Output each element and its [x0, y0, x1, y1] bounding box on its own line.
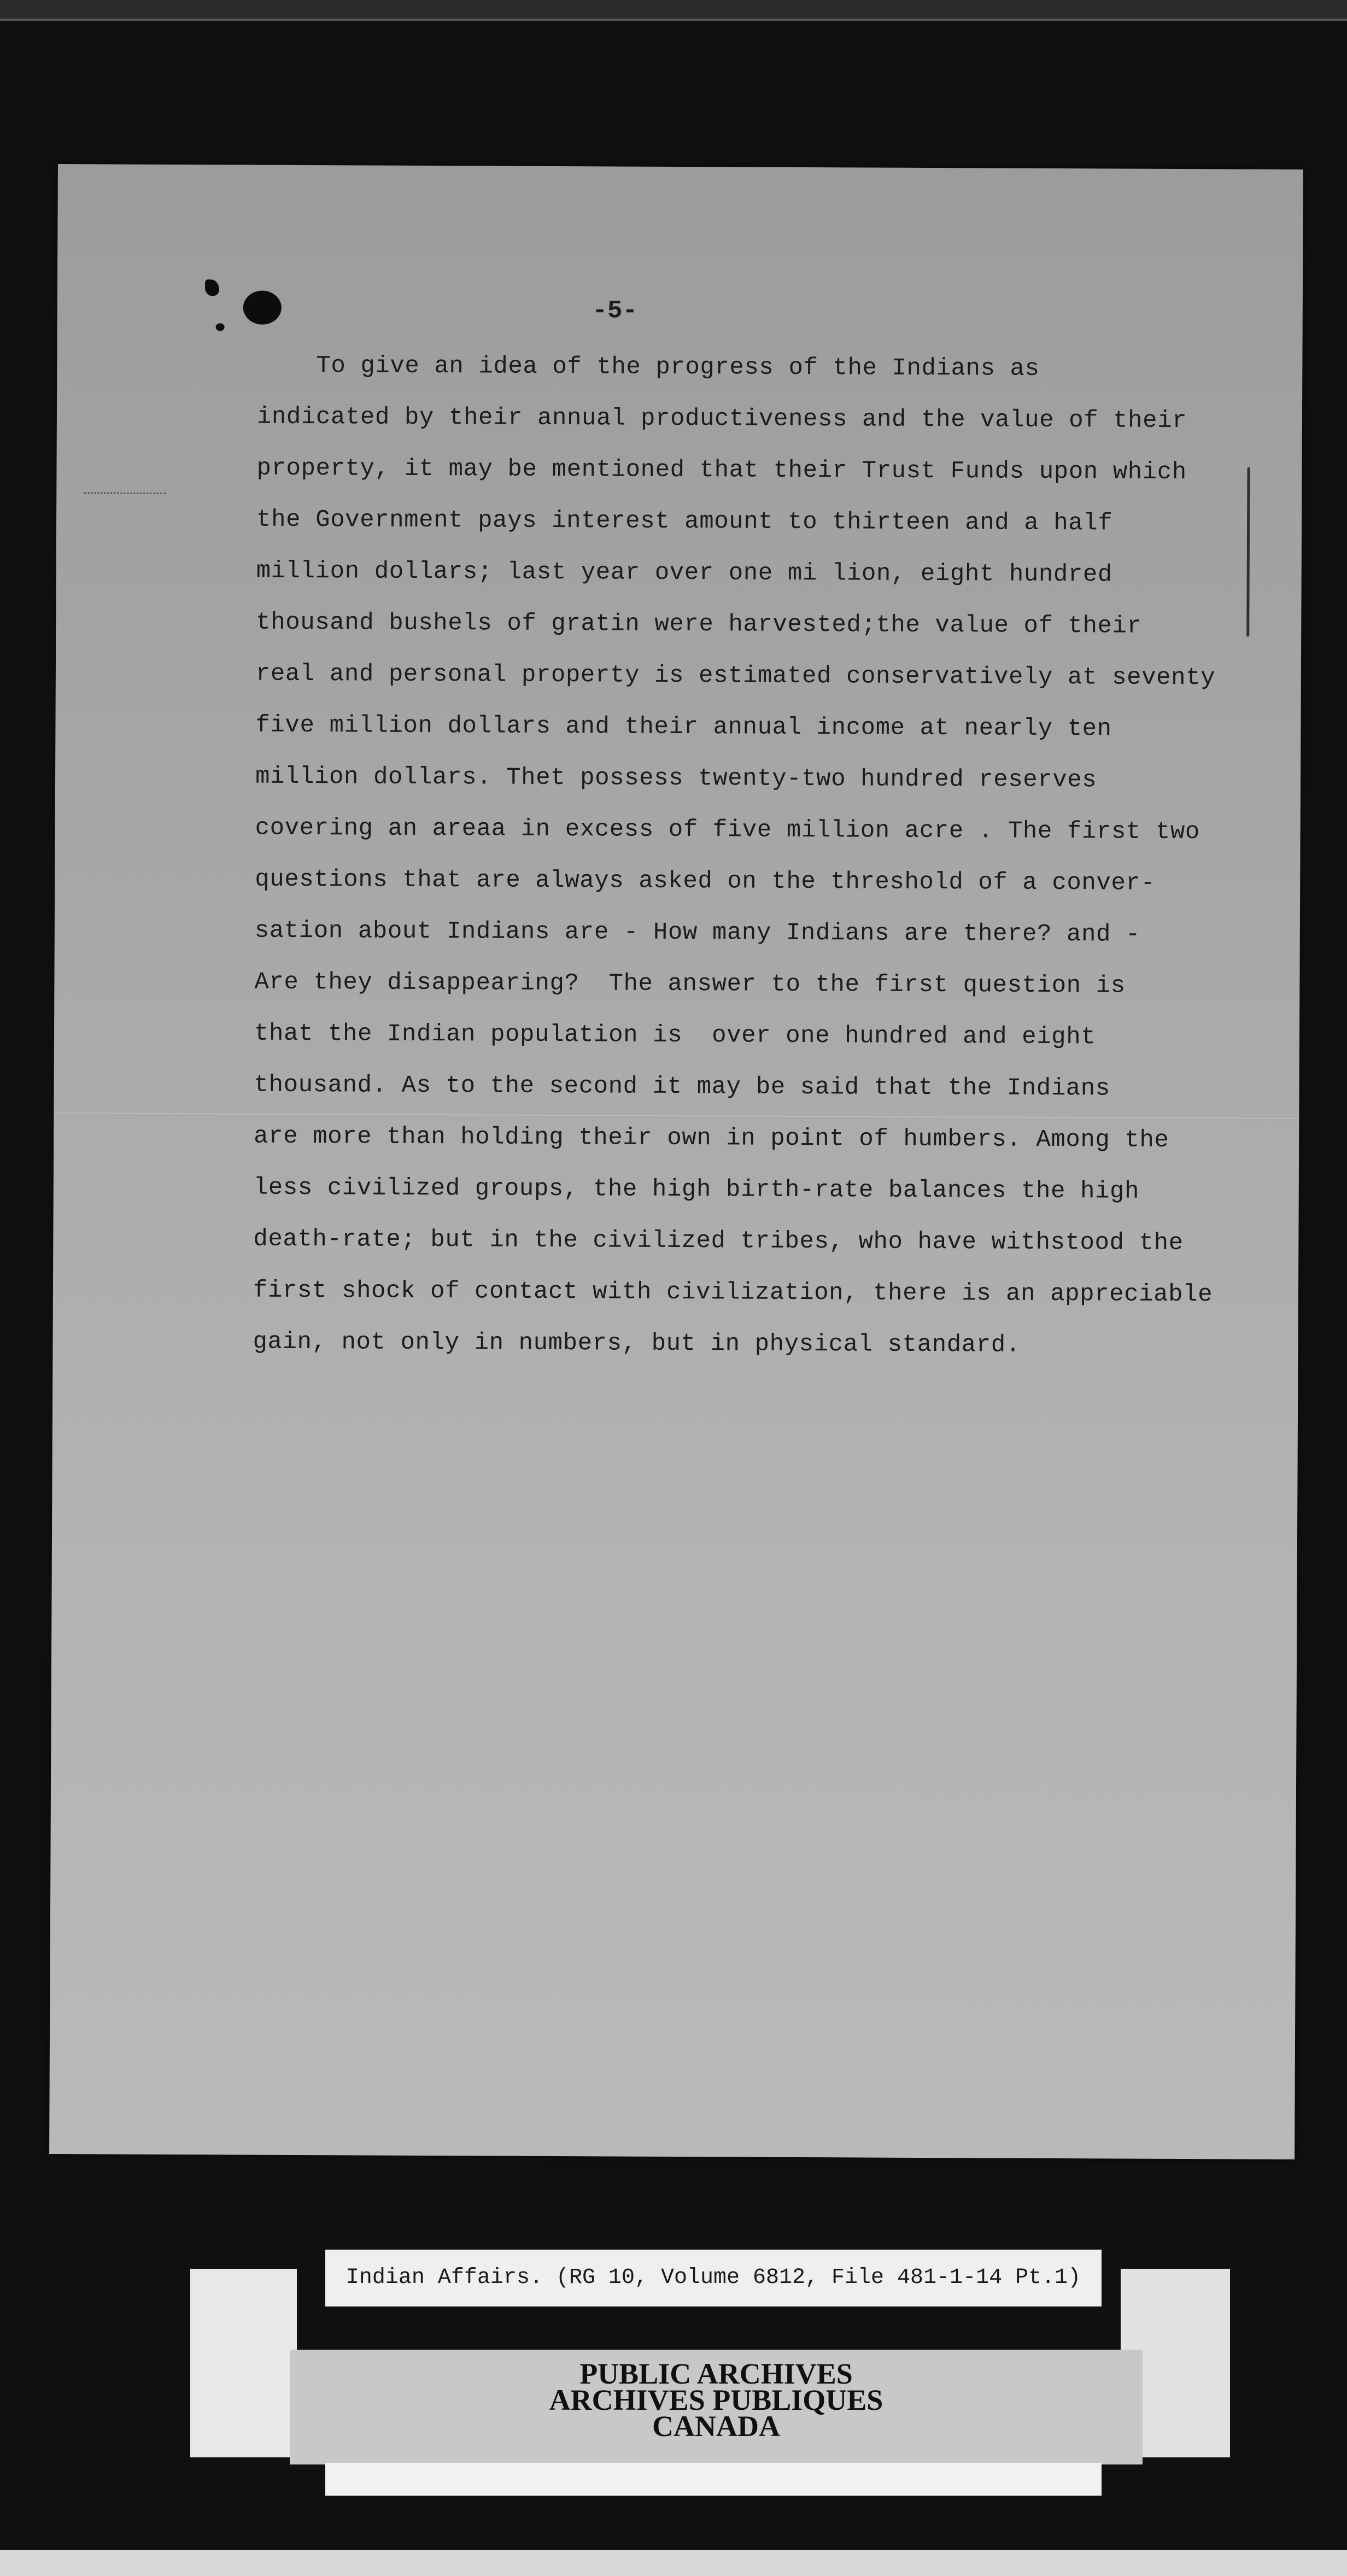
text-line: the Government pays interest amount to thirteen and a half — [256, 506, 1113, 537]
text-line: thousand. As to the second it may be said that the Indians — [254, 1071, 1110, 1103]
document-body — [253, 340, 1307, 1372]
scan-top-edge — [0, 0, 1347, 21]
stamp-line: CANADA — [652, 2410, 780, 2443]
text-line: sation about Indians are - How many Indians are there? and - — [254, 917, 1141, 949]
text-line: covering an areaa in excess of five million acre . The first two — [255, 814, 1200, 846]
text-line: To give an idea of the progress of the Indians as — [257, 352, 1040, 383]
text-line: real and personal property is estimated conservatively at seventy — [255, 660, 1216, 692]
text-line: questions that are always asked on the threshold of a conver- — [255, 865, 1156, 897]
text-line: less civilized groups, the high birth-rate balances the high — [253, 1174, 1140, 1205]
text-line: that the Indian population is over one hundred and eight — [254, 1020, 1096, 1051]
archive-tab-left — [190, 2269, 297, 2457]
text-line: gain, not only in numbers, but in physical standard. — [253, 1328, 1021, 1359]
stamp-line: ARCHIVES PUBLIQUES — [549, 2384, 883, 2416]
text-line: are more than holding their own in point of humbers. Among the — [254, 1122, 1169, 1154]
text-line: five million dollars and their annual income at nearly ten — [255, 711, 1112, 743]
text-line: death-rate; but in the civilized tribes, who have withstood the — [253, 1225, 1184, 1257]
archive-reference-label: Indian Affairs. (RG 10, Volume 6812, File 481-1-14 Pt.1) — [325, 2250, 1102, 2306]
archive-stamp — [470, 2357, 962, 2443]
document-page — [49, 164, 1303, 2159]
scan-bottom-edge — [0, 2550, 1347, 2576]
stamp-strip — [325, 2463, 1102, 2496]
text-line: thousand bushels of gratin were harvested;the value of their — [256, 608, 1142, 640]
ink-blot — [243, 291, 282, 325]
text-line: million dollars; last year over one mi lion, eight hundred — [256, 557, 1113, 589]
page-number: -5- — [592, 296, 638, 325]
text-line: indicated by their annual productiveness and the value of their — [256, 403, 1187, 435]
ink-blot — [216, 323, 225, 331]
ink-blot — [205, 279, 219, 296]
text-line: million dollars. Thet possess twenty-two hundred reserves — [255, 763, 1097, 794]
text-line: Are they disappearing? The answer to the first question is — [254, 968, 1126, 1000]
text-line: property, it may be mentioned that their Trust Funds upon which — [256, 454, 1187, 487]
margin-scribble — [84, 492, 166, 497]
text-line: first shock of contact with civilization, there is an appreciable — [253, 1277, 1213, 1309]
stamp-line: PUBLIC ARCHIVES — [579, 2357, 853, 2390]
